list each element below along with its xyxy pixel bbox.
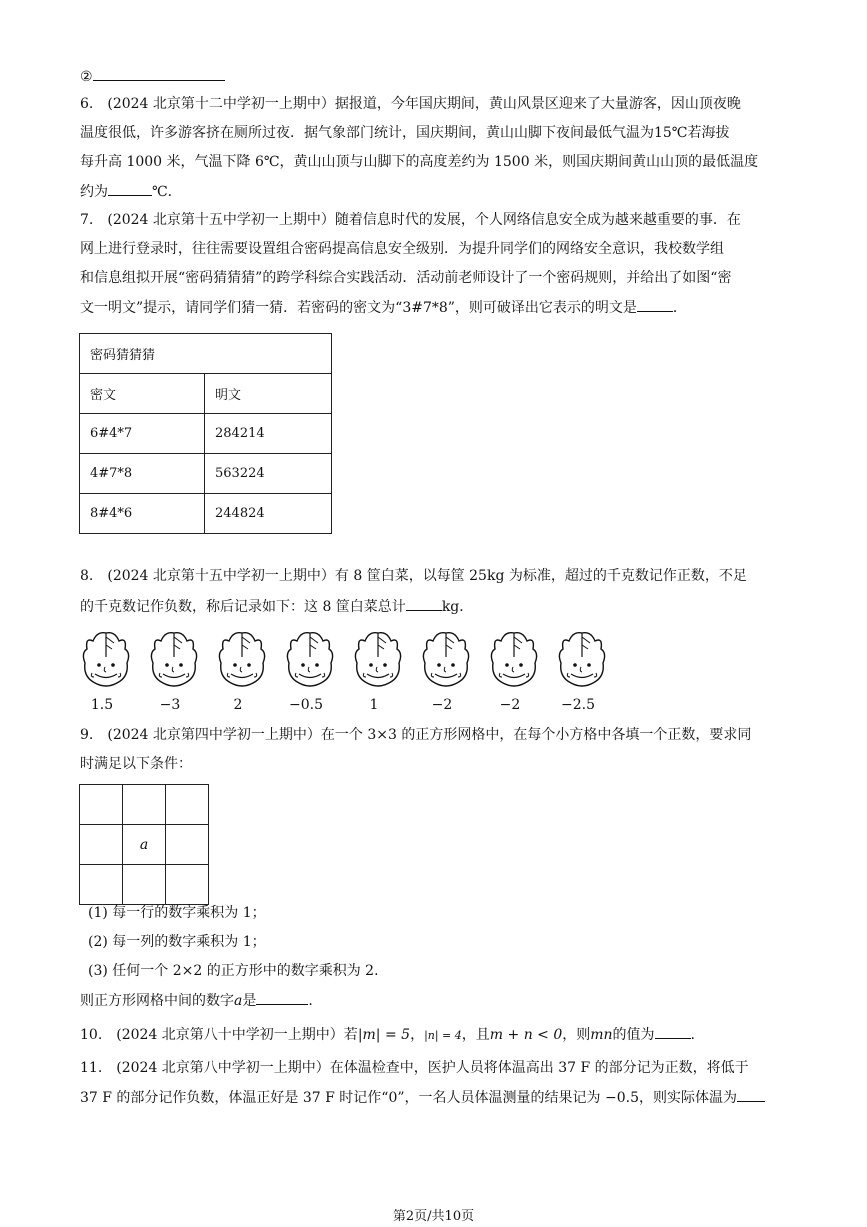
q6-line2: 温度很低，许多游客挤在厕所过夜．据气象部门统计，国庆期间，黄山山脚下夜间最低气温为15℃若海拔 [80, 125, 730, 141]
answer-blank [93, 66, 225, 81]
table-row [80, 414, 332, 454]
cipher-table [79, 333, 332, 534]
q8-line1: 8. (2024 北京第十五中学初一上期中）有 8 筐白菜，以每筐 25kg 为标准，超过的千克数记作正数，不足 [80, 568, 747, 584]
q6-line3: 每升高 1000 米，气温下降 6℃，黄山山顶与山脚下的高度差约为 1500 米，则国庆期间黄山山顶的最低温度 [80, 154, 759, 170]
q9-answer-suffix: . [308, 993, 313, 1009]
q6-answer-blank [108, 181, 152, 196]
cipher-cell: 8#4*6 [80, 494, 205, 534]
cabbage-icon [283, 627, 337, 689]
cabbage-value: 1.5 [90, 697, 114, 713]
grid-cell [80, 865, 123, 905]
cipher-cell: 6#4*7 [80, 414, 205, 454]
q7-line4-suffix: ． [672, 300, 687, 316]
q9-line2: 时满足以下条件： [80, 756, 192, 772]
cabbage-icon [419, 627, 473, 689]
q10-mid: ，且 [461, 1027, 490, 1043]
q7-line3: 和信息组拟开展“密码猜猜猜”的跨学科综合实践活动．活动前老师设计了一个密码规则，并给出了如图“密 [80, 270, 732, 286]
q6-line4-prefix: 约为 [80, 184, 108, 200]
q7-answer-blank [637, 297, 673, 312]
item-marker: ② [80, 69, 93, 85]
cipher-header-plaintext: 明文 [205, 374, 332, 414]
q10-then: ，则 [562, 1027, 591, 1043]
q11-answer-blank [737, 1087, 765, 1102]
q8-line2-prefix: 的千克数记作负数，称后记录如下：这 8 筐白菜总计 [80, 599, 406, 615]
cabbage-value: 2 [233, 697, 243, 713]
table-row [80, 454, 332, 494]
q9-line1: 9. (2024 北京第四中学初一上期中）在一个 3×3 的正方形网格中，在每个小方格中各填一个正数，要求同 [80, 727, 752, 743]
q11-line2 [80, 1087, 765, 1108]
cipher-table-title: 密码猜猜猜 [80, 334, 332, 374]
q8-line2-suffix: kg． [441, 599, 474, 615]
plain-cell: 244824 [205, 494, 332, 534]
grid-cell [123, 865, 166, 905]
grid-cell [123, 785, 166, 825]
q9-condition-3: (3) 任何一个 2×2 的正方形中的数字乘积为 2. [88, 963, 379, 979]
cabbage-value: −0.5 [289, 697, 323, 713]
q7-line2: 网上进行登录时，往往需要设置组合密码提高信息安全级别．为提升同学们的网络安全意识，我校数学组 [80, 241, 724, 257]
q10-suffix: . [690, 1027, 695, 1043]
cabbage-icon [79, 627, 133, 689]
q6-line1: 6. (2024 北京第十二中学初一上期中）据报道，今年国庆期间，黄山风景区迎来了大量游客，因山顶夜晚 [80, 96, 741, 112]
q11-line1: 11. (2024 北京第八中学初一上期中）在体温检查中，医护人员将体温高出 37 F 的部分记为正数，将低于 [80, 1060, 749, 1076]
q9-answer-prefix: 则正方形网格中间的数字 [80, 993, 234, 1009]
grid-cell [166, 865, 209, 905]
table-row [80, 494, 332, 534]
answer-line-2 [80, 66, 225, 87]
q9-answer-blank [256, 990, 308, 1005]
q10-inequality: m + n < 0 [489, 1027, 563, 1043]
q9-answer-line [80, 990, 313, 1011]
cipher-header-ciphertext: 密文 [80, 374, 205, 414]
q10-m-condition: |m| = 5 [357, 1027, 411, 1043]
q9-answer-mid: 是 [242, 993, 257, 1009]
grid-cell [80, 825, 123, 865]
page-footer: 第2页/共10页 [392, 1209, 475, 1224]
q9-answer-var: a [234, 993, 243, 1009]
q7-line1: 7. (2024 北京第十五中学初一上期中）随着信息时代的发展，个人网络信息安全成为越来越重要的事．在 [80, 212, 741, 228]
cabbage-icon [147, 627, 201, 689]
cabbage-value: −3 [159, 697, 181, 713]
grid-cell [166, 825, 209, 865]
cipher-cell: 4#7*8 [80, 454, 205, 494]
q6-line4-suffix: ℃． [152, 184, 182, 200]
grid-cell [166, 785, 209, 825]
q10-expression: mn [590, 1027, 613, 1043]
grid-center-cell: a [123, 825, 166, 865]
cabbage-icon [555, 627, 609, 689]
q10-prefix: 10. (2024 北京第八十中学初一上期中）若 [80, 1027, 358, 1043]
plain-cell: 284214 [205, 414, 332, 454]
plain-cell: 563224 [205, 454, 332, 494]
q7-line4 [80, 297, 687, 318]
cabbage-value: −2 [499, 697, 521, 713]
q10-suffix-pre: 的值为 [612, 1027, 655, 1043]
q10-answer-blank [655, 1024, 691, 1039]
q8-answer-blank [406, 596, 442, 611]
q8-line2 [80, 596, 473, 617]
cabbage-value: −2.5 [561, 697, 595, 713]
q10-line: 10. (2024 北京第八十中学初一上期中）若|m| = 5，|n| = 4，且m + n < 0，则mn的值为 . [80, 1024, 695, 1046]
q9-condition-1: (1) 每一行的数字乘积为 1； [88, 905, 266, 921]
q6-line4 [80, 181, 182, 202]
q11-line2-text: 37 F 的部分记作负数，体温正好是 37 F 时记作“0”，一名人员体温测量的结果记为 −0.5，则实际体温为 [80, 1090, 737, 1106]
q9-condition-2: (2) 每一列的数字乘积为 1； [88, 934, 266, 950]
cabbage-icon [215, 627, 269, 689]
grid-cell [80, 785, 123, 825]
grid-3x3 [79, 784, 209, 905]
cabbage-value: 1 [369, 697, 379, 713]
cabbage-value: −2 [431, 697, 453, 713]
q10-n-condition: |n| = 4 [424, 1029, 462, 1042]
cabbage-icon [487, 627, 541, 689]
q7-line4-prefix: 文一明文”提示，请同学们猜一猜．若密码的密文为“3#7*8”，则可破译出它表示的明文是 [80, 300, 637, 316]
cabbage-icon [351, 627, 405, 689]
